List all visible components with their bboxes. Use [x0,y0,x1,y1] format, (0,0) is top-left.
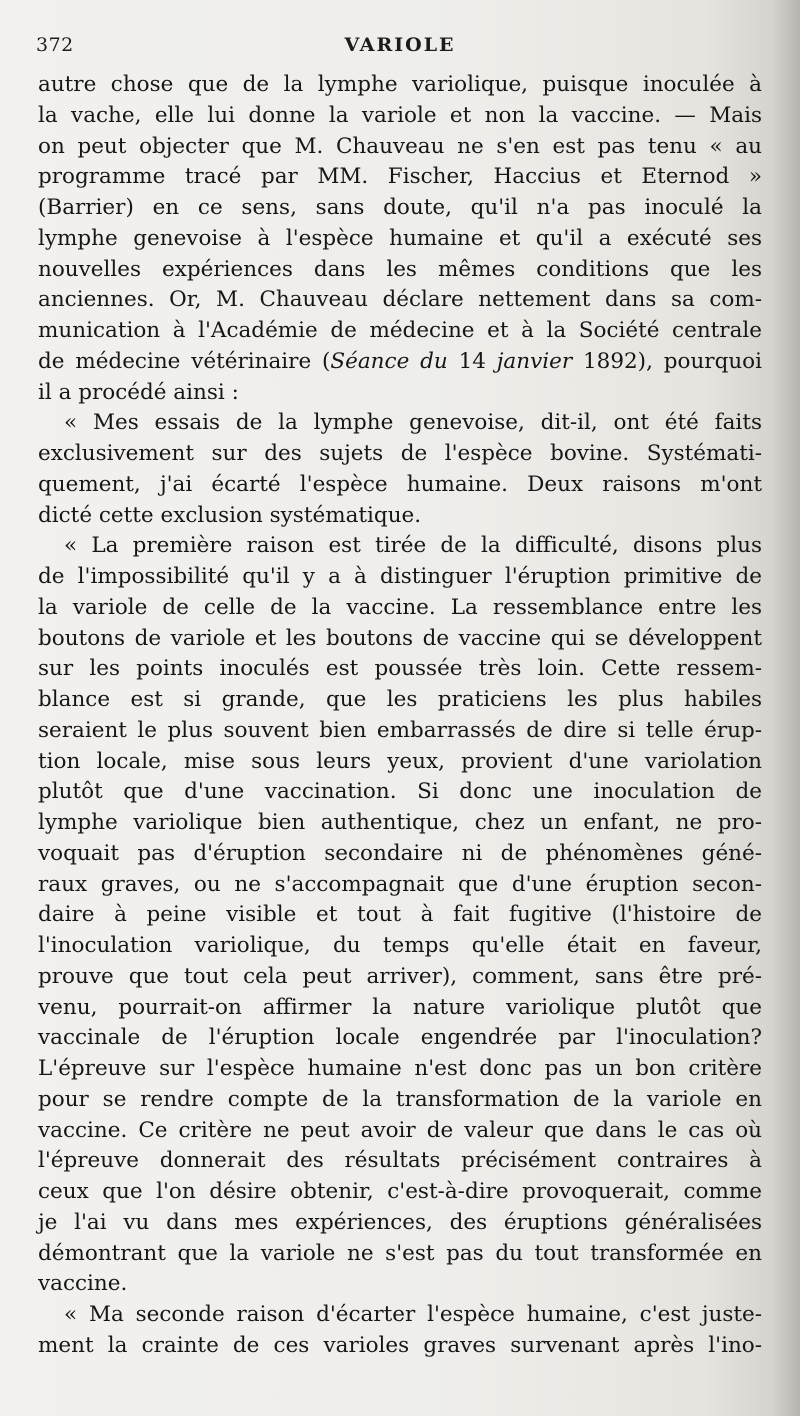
text-line: anciennes. Or, M. Chauveau déclare nettement dans sa com- [38,287,762,313]
text-segment: 1892), pourquoi [572,348,762,374]
page-number: 372 [36,34,74,56]
text-line: programme tracé par MM. Fischer, Haccius et Eternod » [38,164,762,190]
text-segment: de médecine vétérinaire ( [38,348,331,374]
text-line: blance est si grande, que les praticiens les plus habiles [38,687,762,712]
text-line: tion locale, mise sous leurs yeux, provient d'une variolation [38,748,762,774]
running-head: VARIOLE [344,34,456,56]
text-line: « Mes essais de la lymphe genevoise, dit-il, ont été faits [64,410,762,436]
text-line: plutôt que d'une vaccination. Si donc une inoculation de [38,779,762,805]
text-line: sur les points inoculés est poussée très loin. Cette ressem- [38,656,762,682]
text-line: prouve que tout cela peut arriver), comment, sans être pré- [38,963,762,989]
body-text [38,70,762,1362]
text-line: vaccinale de l'éruption locale engendrée par l'inoculation? [38,1025,762,1051]
text-segment: 14 [447,348,497,374]
italic-segment: janvier [496,348,573,374]
page-header [36,30,764,62]
text-line: je l'ai vu dans mes expériences, des éruptions généralisées [38,1209,762,1235]
text-line: L'épreuve sur l'espèce humaine n'est donc pas un bon critère [38,1056,762,1081]
text-line: l'inoculation variolique, du temps qu'elle était en faveur, [38,933,762,958]
text-line: « La première raison est tirée de la difficulté, disons plus [64,533,762,559]
text-line: venu, pourrait-on affirmer la nature variolique plutôt que [38,994,762,1020]
text-line: l'épreuve donnerait des résultats précisément contraires à [38,1148,762,1174]
text-line: vaccine. [38,1271,128,1297]
text-line: on peut objecter que M. Chauveau ne s'en est pas tenu « au [38,133,762,159]
text-line: raux graves, ou ne s'accompagnait que d'une éruption secon- [38,871,762,897]
text-line: ceux que l'on désire obtenir, c'est-à-dire provoquerait, comme [38,1179,762,1204]
text-line: (Barrier) en ce sens, sans doute, qu'il n'a pas inoculé la [38,195,762,220]
text-line-with-date [38,347,762,378]
text-line: voquait pas d'éruption secondaire ni de phénomènes géné- [38,840,762,866]
text-line: lymphe variolique bien authentique, chez un enfant, ne pro- [38,810,762,835]
text-line: seraient le plus souvent bien embarrassés de dire si telle érup- [38,717,762,743]
text-line: nouvelles expériences dans les mêmes conditions que les [38,256,762,282]
text-line: autre chose que de la lymphe variolique, puisque inoculée à [38,72,762,97]
text-line: pour se rendre compte de la transformation de la variole en [38,1086,762,1112]
text-line: daire à peine visible et tout à fait fugitive (l'histoire de [38,902,762,928]
text-line: il a procédé ainsi : [38,379,239,405]
text-line: dicté cette exclusion systématique. [38,502,422,528]
italic-segment: Séance du [330,348,448,374]
text-line: la variole de celle de la vaccine. La ressemblance entre les [38,594,762,620]
text-line: démontrant que la variole ne s'est pas du tout transformée en [38,1240,762,1266]
page-edge-shadow [772,0,800,1416]
text-line: la vache, elle lui donne la variole et non la vaccine. — Mais [38,102,762,128]
text-line: exclusivement sur des sujets de l'espèce bovine. Systémati- [38,441,762,466]
text-line: boutons de variole et les boutons de vaccine qui se développent [38,625,762,651]
text-line: de l'impossibilité qu'il y a à distinguer l'éruption primitive de [38,564,762,589]
text-line: vaccine. Ce critère ne peut avoir de valeur que dans le cas où [38,1117,762,1143]
text-line: lymphe genevoise à l'espèce humaine et qu'il a exécuté ses [38,225,762,251]
text-line: « Ma seconde raison d'écarter l'espèce humaine, c'est juste- [64,1302,762,1327]
text-line: quement, j'ai écarté l'espèce humaine. Deux raisons m'ont [38,471,762,497]
text-line: ment la crainte de ces varioles graves survenant après l'ino- [38,1332,762,1358]
text-line: munication à l'Académie de médecine et à la Société centrale [38,318,762,343]
